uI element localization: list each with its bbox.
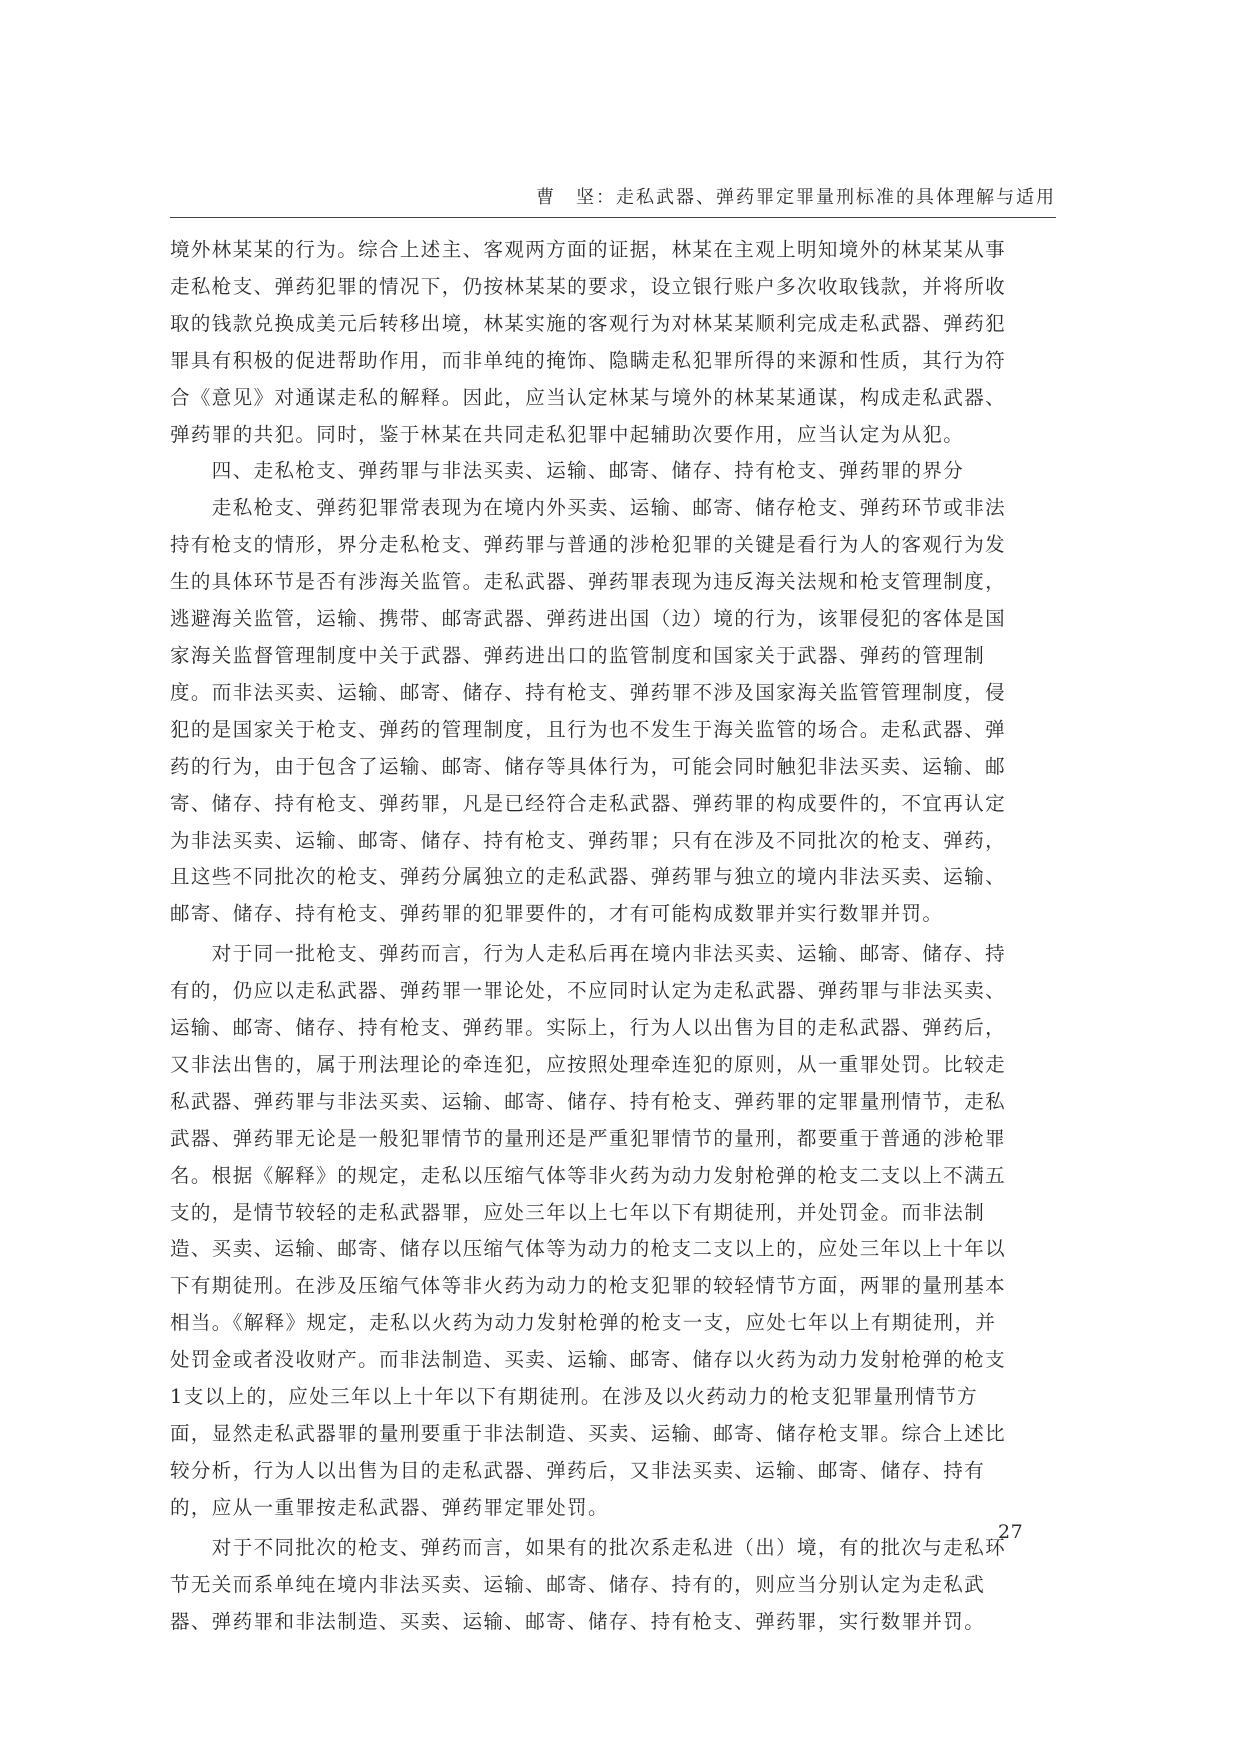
text-line: 弹药罪的共犯。同时，鉴于林某在共同走私犯罪中起辅助次要作用，应当认定为从犯。 — [170, 422, 965, 446]
text-line: 名。根据《解释》的规定，走私以压缩气体等非火药为动力发射枪弹的枪支二支以上不满五 — [170, 1163, 1007, 1187]
text-line: 合《意见》对通谋走私的解释。因此，应当认定林某与境外的林某某通谋，构成走私武器、 — [170, 385, 1007, 409]
text-line: 为非法买卖、运输、邮寄、储存、持有枪支、弹药罪；只有在涉及不同批次的枪支、弹药， — [170, 828, 1007, 852]
body-text — [170, 232, 1056, 1640]
header-rule — [170, 217, 1056, 218]
text-line: 度。而非法买卖、运输、邮寄、储存、持有枪支、弹药罪不涉及国家海关监管管理制度，侵 — [170, 680, 1007, 704]
text-line: 支的，是情节较轻的走私武器罪，应处三年以上七年以下有期徒刑，并处罚金。而非法制 — [170, 1200, 986, 1224]
text-line: 且这些不同批次的枪支、弹药分属独立的走私武器、弹药罪与独立的境内非法买卖、运输、 — [170, 865, 1007, 889]
text-line: 相当。《解释》规定，走私以火药为动力发射枪弹的枪支一支，应处七年以上有期徒刑，并 — [170, 1311, 997, 1335]
paragraph-same-batch — [170, 936, 1056, 1527]
text-line: 境外林某某的行为。综合上述主、客观两方面的证据，林某在主观上明知境外的林某某从事 — [170, 238, 1007, 261]
text-line: 处罚金或者没收财产。而非法制造、买卖、运输、邮寄、储存以火药为动力发射枪弹的枪支 — [170, 1348, 1007, 1372]
section-heading-text: 四、走私枪支、弹药罪与非法买卖、运输、邮寄、储存、持有枪支、弹药罪的界分 — [170, 459, 965, 483]
text-line: 罪具有积极的促进帮助作用，而非单纯的掩饰、隐瞒走私犯罪所得的来源和性质，其行为符 — [170, 348, 1007, 372]
text-line: 下有期徒刑。在涉及压缩气体等非火药为动力的枪支犯罪的较轻情节方面，两罪的量刑基本 — [170, 1274, 1007, 1298]
running-header: 曹 坚：走私武器、弹药罪定罪量刑标准的具体理解与适用 — [536, 187, 1056, 208]
text-line: 药的行为，由于包含了运输、邮寄、储存等具体行为，可能会同时触犯非法买卖、运输、邮 — [170, 754, 1007, 778]
paragraph-different-batches — [170, 1530, 1056, 1641]
paragraph-distinction — [170, 490, 1056, 933]
text-line: 邮寄、储存、持有枪支、弹药罪的犯罪要件的，才有可能构成数罪并实行数罪并罚。 — [170, 902, 944, 926]
text-line: 对于同一批枪支、弹药而言，行为人走私后再在境内非法买卖、运输、邮寄、储存、持 — [170, 942, 1007, 966]
text-line: 有的，仍应以走私武器、弹药罪一罪论处，不应同时认定为走私武器、弹药罪与非法买卖、 — [170, 979, 1007, 1003]
text-line: 又非法出售的，属于刑法理论的牵连犯，应按照处理牵连犯的原则，从一重罪处罚。比较走 — [170, 1052, 1007, 1076]
text-line: 造、买卖、运输、邮寄、储存以压缩气体等为动力的枪支二支以上的，应处三年以上十年以 — [170, 1237, 1007, 1261]
paragraph-conclusion-accomplice — [170, 232, 1056, 453]
text-line: 面，显然走私武器罪的量刑要重于非法制造、买卖、运输、邮寄、储存枪支罪。综合上述比 — [170, 1422, 1007, 1445]
text-line: 逃避海关监管，运输、携带、邮寄武器、弹药进出国（边）境的行为，该罪侵犯的客体是国 — [170, 607, 1007, 631]
text-line: 武器、弹药罪无论是一般犯罪情节的量刑还是严重犯罪情节的量刑，都要重于普通的涉枪罪 — [170, 1126, 1007, 1150]
text-line: 较分析，行为人以出售为目的走私武器、弹药后，又非法买卖、运输、邮寄、储存、持有 — [170, 1458, 986, 1482]
text-line: 家海关监督管理制度中关于武器、弹药进出口的监管制度和国家关于武器、弹药的管理制 — [170, 643, 986, 667]
text-line: 运输、邮寄、储存、持有枪支、弹药罪。实际上，行为人以出售为目的走私武器、弹药后， — [170, 1016, 1007, 1040]
text-line: 的，应从一重罪按走私武器、弹药罪定罪处罚。 — [170, 1495, 609, 1519]
text-line: 生的具体环节是否有涉海关监管。走私武器、弹药罪表现为违反海关法规和枪支管理制度， — [170, 570, 1007, 594]
text-line: 走私枪支、弹药犯罪的情况下，仍按林某某的要求，设立银行账户多次收取钱款，并将所收 — [170, 274, 1007, 298]
text-line: 寄、储存、持有枪支、弹药罪，凡是已经符合走私武器、弹药罪的构成要件的，不宜再认定 — [170, 791, 1007, 815]
text-line: 走私枪支、弹药犯罪常表现为在境内外买卖、运输、邮寄、储存枪支、弹药环节或非法 — [170, 496, 1007, 520]
text-line: 对于不同批次的枪支、弹药而言，如果有的批次系走私进（出）境，有的批次与走私环 — [170, 1535, 1007, 1559]
page-number: 27 — [998, 1521, 1024, 1543]
section-heading — [170, 453, 1056, 490]
text-line: 私武器、弹药罪与非法买卖、运输、邮寄、储存、持有枪支、弹药罪的定罪量刑情节，走私 — [170, 1089, 1007, 1113]
text-line: 取的钱款兑换成美元后转移出境，林某实施的客观行为对林某某顺利完成走私武器、弹药犯 — [170, 311, 1007, 335]
text-line: 犯的是国家关于枪支、弹药的管理制度，且行为也不发生于海关监管的场合。走私武器、弹 — [170, 717, 1007, 741]
text-line: 1支以上的，应处三年以上十年以下有期徒刑。在涉及以火药动力的枪支犯罪量刑情节方 — [170, 1385, 979, 1409]
text-line: 持有枪支的情形，界分走私枪支、弹药罪与普通的涉枪犯罪的关键是看行为人的客观行为发 — [170, 533, 1007, 557]
text-line: 器、弹药罪和非法制造、买卖、运输、邮寄、储存、持有枪支、弹药罪，实行数罪并罚。 — [170, 1609, 986, 1633]
text-line: 节无关而系单纯在境内非法买卖、运输、邮寄、储存、持有的，则应当分别认定为走私武 — [170, 1572, 986, 1596]
